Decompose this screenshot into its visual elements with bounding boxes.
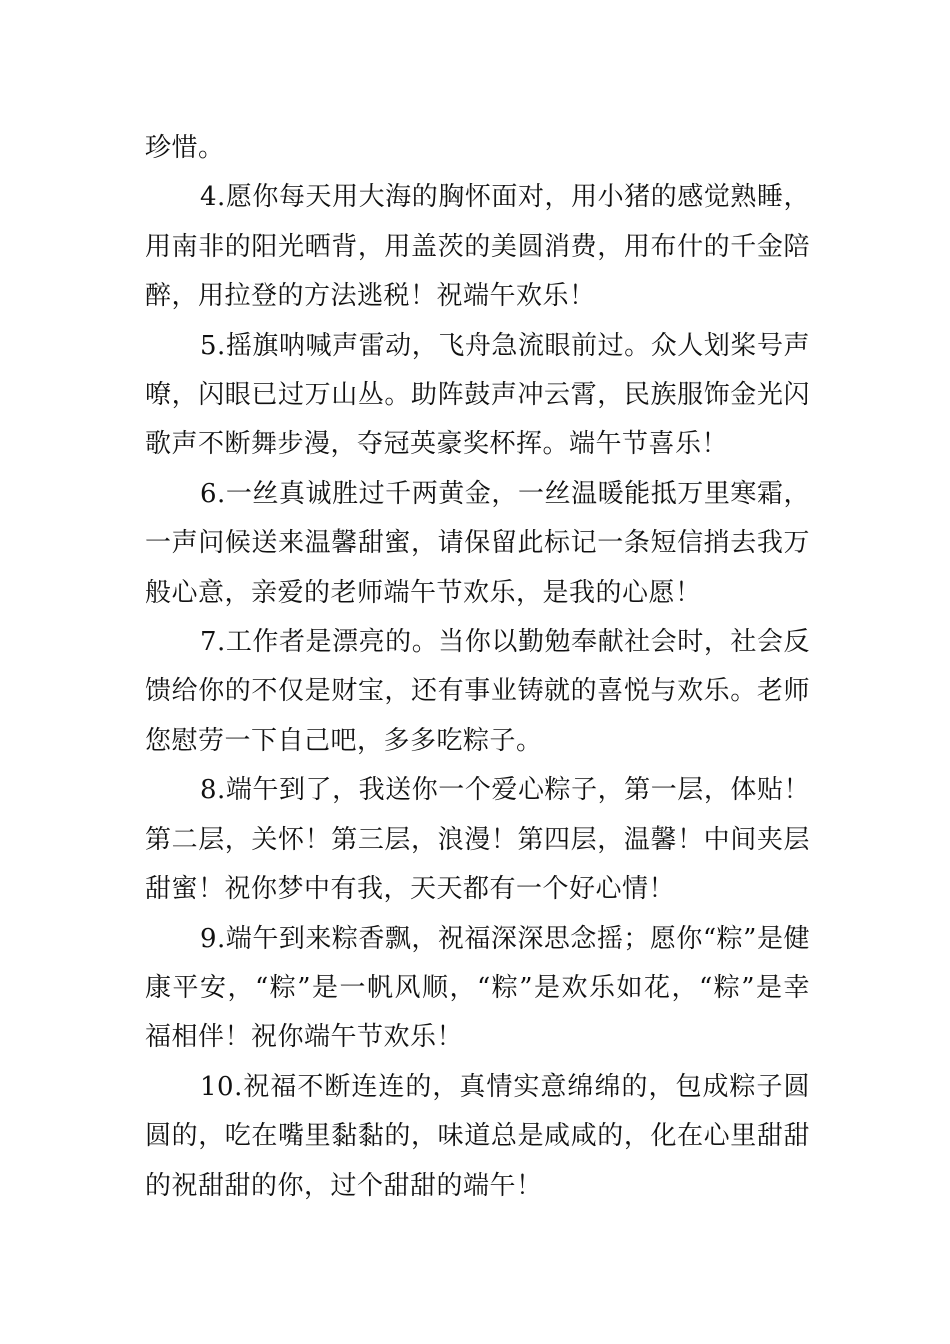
- document-body: [145, 124, 810, 1211]
- paragraph-10: 10.祝福不断连连的，真情实意绵绵的，包成粽子圆圆的，吃在嘴里黏黏的，味道总是咸咸的，化在心里甜甜的祝甜甜的你，过个甜甜的端午！: [145, 1071, 810, 1201]
- continuation-text: 珍惜。: [145, 133, 225, 163]
- paragraph-7: 7.工作者是漂亮的。当你以勤勉奉献社会时，社会反馈给你的不仅是财宝，还有事业铸就的喜悦与欢乐。老师您慰劳一下自己吧，多多吃粽子。: [145, 627, 810, 756]
- paragraph-4: 4.愿你每天用大海的胸怀面对，用小猪的感觉熟睡，用南非的阳光晒背，用盖茨的美圆消费，用布什的千金陪醉，用拉登的方法逃税！祝端午欢乐！: [145, 182, 810, 312]
- paragraph-8: 8.端午到了，我送你一个爱心粽子，第一层，体贴！第二层，关怀！第三层，浪漫！第四层，温馨！中间夹层甜蜜！祝你梦中有我，天天都有一个好心情！: [145, 775, 810, 905]
- paragraph-5: 5.摇旗呐喊声雷动，飞舟急流眼前过。众人划桨号声嘹，闪眼已过万山丛。助阵鼓声冲云霄，民族服饰金光闪歌声不断舞步漫，夺冠英豪奖杯挥。端午节喜乐！: [145, 330, 810, 460]
- paragraph-9: 9.端午到来粽香飘，祝福深深思念摇；愿你“粽”是健康平安，“粽”是一帆风顺，“粽”是欢乐如花，“粽”是幸福相伴！祝你端午节欢乐！: [145, 923, 810, 1053]
- paragraph-6: 6.一丝真诚胜过千两黄金，一丝温暖能抵万里寒霜，一声问候送来温馨甜蜜，请保留此标记一条短信捎去我万般心意，亲爱的老师端午节欢乐，是我的心愿！: [145, 478, 810, 608]
